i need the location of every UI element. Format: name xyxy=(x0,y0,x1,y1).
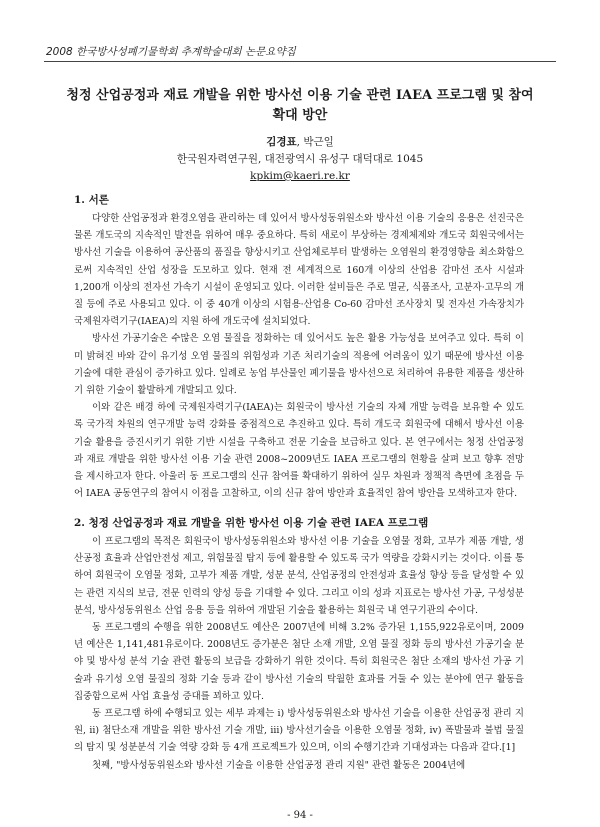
section-1-body xyxy=(74,210,524,502)
paragraph: 첫째, "방사성동위원소와 방사선 기술을 이용한 산업공정 관리 지원" 관련 활동은 2004년에 xyxy=(92,759,466,771)
conference-header: 2008 한국방사성폐기물학회 추계학술대회 논문요약집 xyxy=(46,46,296,58)
section-2-heading: 2. 청정 산업공정과 재료 개발을 위한 방사선 이용 기술 관련 IAEA 프로그램 xyxy=(74,517,429,529)
paper-title: 청정 산업공정과 재료 개발을 위한 방사선 이용 기술 관련 IAEA 프로그램 및 참여 확대 방안 xyxy=(66,88,534,123)
header-rule xyxy=(44,61,556,62)
author-names xyxy=(0,134,600,151)
paragraph: 방사선 가공기술은 수많은 오염 물질을 정화하는 데 있어서도 높은 활용 가능성을 보여주고 있다. 특히 이미 밝혀진 바와 같이 유기성 오염 물질의 위험성과 기존 처리기술의 적용에 어려움이 있기 때문에 방사선 이용 기술에 대한 관심이 증가하고 있다. 일례로 농업 부산물인 폐기물을 방사선으로 처리하여 유용한 제품을 생산하기 위한 기술이 활발하게 개발되고 있다. xyxy=(74,333,524,397)
paragraph: 동 프로그램 하에 수행되고 있는 세부 과제는 i) 방사성동위원소와 방사선 기술을 이용한 산업공정 관리 지원, ii) 첨단소재 개발을 위한 방사선 기술 개발, iii) 방사선기술을 이용한 오염물 정화, iv) 폭발물과 불법 물질의 탐지 및 성분분석 기술 역량 강화 등 4개 프로젝트가 있으며, 이의 수행기간과 기대성과는 다음과 같다.[1] xyxy=(74,708,524,754)
author-block xyxy=(0,134,600,185)
affiliation: 한국원자력연구원, 대전광역시 유성구 대덕대로 1045 xyxy=(176,153,424,165)
coauthor: , 박근일 xyxy=(296,136,334,148)
paragraph: 다양한 산업공정과 환경오염을 관리하는 데 있어서 방사성동위원소와 방사선 이용 기술의 응용은 선진국은 물론 개도국의 지속적인 발전을 위하여 매우 중요하다. 특히 새로이 부상하는 경제체제와 개도국 회원국에서는 방사선 기술을 이용하여 공산품의 품질을 향상시키고 산업체로부터 발생하는 오염원의 환경영향을 최소화함으로써 지속적인 산업 성장을 도모하고 있다. 현재 전 세계적으로 160개 이상의 산업용 감마선 조사 시설과 1,200개 이상의 전자선 가속기 시설이 운영되고 있다. 이러한 설비들은 주로 멸균, 식품조사, 고분자·고무의 개질 등에 주로 사용되고 있다. 이 중 40개 이상의 시험용·산업용 Co-60 감마선 조사장치 및 전자선 가속장치가 국제원자력기구(IAEA)의 지원 하에 개도국에 설치되었다. xyxy=(74,213,524,328)
paragraph: 이 프로그램의 목적은 회원국이 방사성동위원소와 방사선 이용 기술을 오염물 정화, 고부가 제품 개발, 생산공정 효율과 산업안전성 제고, 위험물질 탐지 등에 활용할 수 있도록 국가 역량을 강화시키는 것이다. 이를 통하여 회원국이 오염물 정화, 고부가 제품 개발, 성분 분석, 산업공정의 안전성과 효율성 향상 등을 달성할 수 있는 관련 지식의 보급, 전문 인력의 양성 등을 기대할 수 있다. 그리고 이의 성과 지표로는 방사선 가공, 구성성분 분석, 방사성동위원소 산업 응용 등을 위하여 개발된 기술을 활용하는 회원국 내 연구기관의 수이다. xyxy=(74,536,524,616)
page-number: - 94 - xyxy=(287,810,313,821)
paragraph: 동 프로그램의 수행을 위한 2008년도 예산은 2007년에 비해 3.2% 증가된 1,155,922유로이며, 2009년 예산은 1,141,481유로이다. 2008년도 증가분은 첨단 소재 개발, 오염 물질 정화 등의 방사선 가공기술 분야 및 방사성 분석 기술 관련 활동의 보급을 강화하기 위한 것이다. 특히 회원국은 첨단 소재의 방사선 가공 기술과 유기성 오염 물질의 정화 기술 등과 같이 방사선 기술의 탁월한 효과를 거둘 수 있는 분야에 연구 활동을 집중함으로써 사업 효율성 증대를 꾀하고 있다. xyxy=(74,622,524,702)
paragraph: 이와 같은 배경 하에 국제원자력기구(IAEA)는 회원국이 방사선 기술의 자체 개발 능력을 보유할 수 있도록 국가적 차원의 연구개발 능력 강화를 중점적으로 추진하고 있다. 특히 개도국 회원국에 대해서 방사선 이용 기술 활용을 증진시키기 위한 기반 시설을 구축하고 전문 기술을 보급하고 있다. 본 연구에서는 청정 산업공정과 재료 개발을 위한 방사선 이용 기술 관련 2008~2009년도 IAEA 프로그램의 현황을 살펴 보고 향후 전망을 제시하고자 한다. 아울러 동 프로그램의 신규 참여를 확대하기 위하여 실무 차원과 정책적 측면에 초점을 두어 IAEA 공동연구의 참여시 이점을 고찰하고, 이의 신규 참여 방안과 효율적인 참여 방안을 모색하고자 한다. xyxy=(74,402,524,500)
author-email[interactable]: kpkim@kaeri.re.kr xyxy=(250,170,350,182)
section-1-heading: 1. 서론 xyxy=(74,194,109,206)
section-2-body xyxy=(74,533,524,774)
main-author: 김경표 xyxy=(266,136,297,148)
